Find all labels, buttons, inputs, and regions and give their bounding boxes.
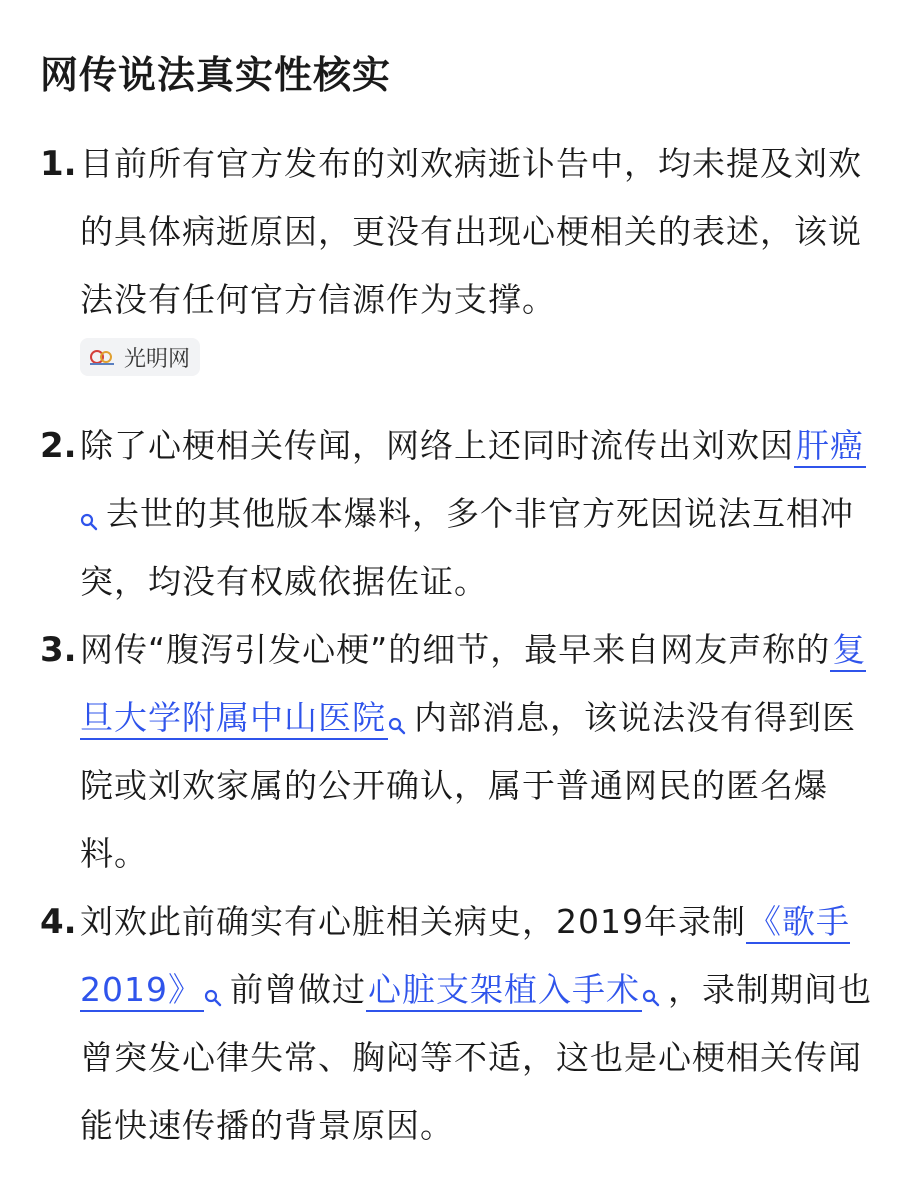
search-icon[interactable] xyxy=(80,486,100,510)
search-icon[interactable] xyxy=(642,962,662,986)
search-icon[interactable] xyxy=(388,690,408,714)
list-item-text xyxy=(80,616,880,888)
text-segment: 去世的其他版本爆料，多个非官方死因说法互相冲突，均没有权威依据佐证。 xyxy=(80,494,854,601)
link-singer-2019[interactable]: 《歌手2019》 xyxy=(80,902,850,1012)
page-title: 网传说法真实性核实 xyxy=(40,53,392,97)
link-stent-surgery[interactable]: 心脏支架植入手术 xyxy=(366,970,642,1012)
list-number: 4. xyxy=(40,902,77,942)
source-chip[interactable] xyxy=(80,338,200,376)
list-number: 1. xyxy=(40,144,77,184)
text-segment: 前曾做过 xyxy=(229,970,366,1009)
list-item xyxy=(40,412,880,616)
list-item xyxy=(40,130,880,376)
list-item xyxy=(40,616,880,888)
list-item-text xyxy=(80,888,880,1160)
text-segment: ，录制期间也曾突发心律失常、胸闷等不适，这也是心梗相关传闻能快速传播的背景原因。 xyxy=(80,970,872,1145)
list-item xyxy=(40,888,880,1160)
link-liver-cancer[interactable]: 肝癌 xyxy=(794,426,866,468)
link-zhongshan-hospital[interactable]: 复旦大学附属中山医院 xyxy=(80,630,866,740)
text-segment: 除了心梗相关传闻，网络上还同时流传出刘欢因 xyxy=(80,426,794,465)
text-segment: 内部消息，该说法没有得到医院或刘欢家属的公开确认，属于普通网民的匿名爆料。 xyxy=(80,698,856,873)
search-icon[interactable] xyxy=(204,962,224,986)
list-item-text xyxy=(80,412,880,616)
list-number: 2. xyxy=(40,426,77,466)
text-segment: 刘欢此前确实有心脏相关病史，2019年录制 xyxy=(80,902,746,941)
text-segment: 网传“腹泻引发心梗”的细节，最早来自网友声称的 xyxy=(80,630,831,669)
list-item-text: 目前所有官方发布的刘欢病逝讣告中，均未提及刘欢的具体病逝原因，更没有出现心梗相关的表述，该说法没有任何官方信源作为支撑。 xyxy=(80,144,862,319)
guangming-logo-icon xyxy=(88,346,116,368)
source-label: 光明网 xyxy=(124,346,191,372)
list-number: 3. xyxy=(40,630,77,670)
